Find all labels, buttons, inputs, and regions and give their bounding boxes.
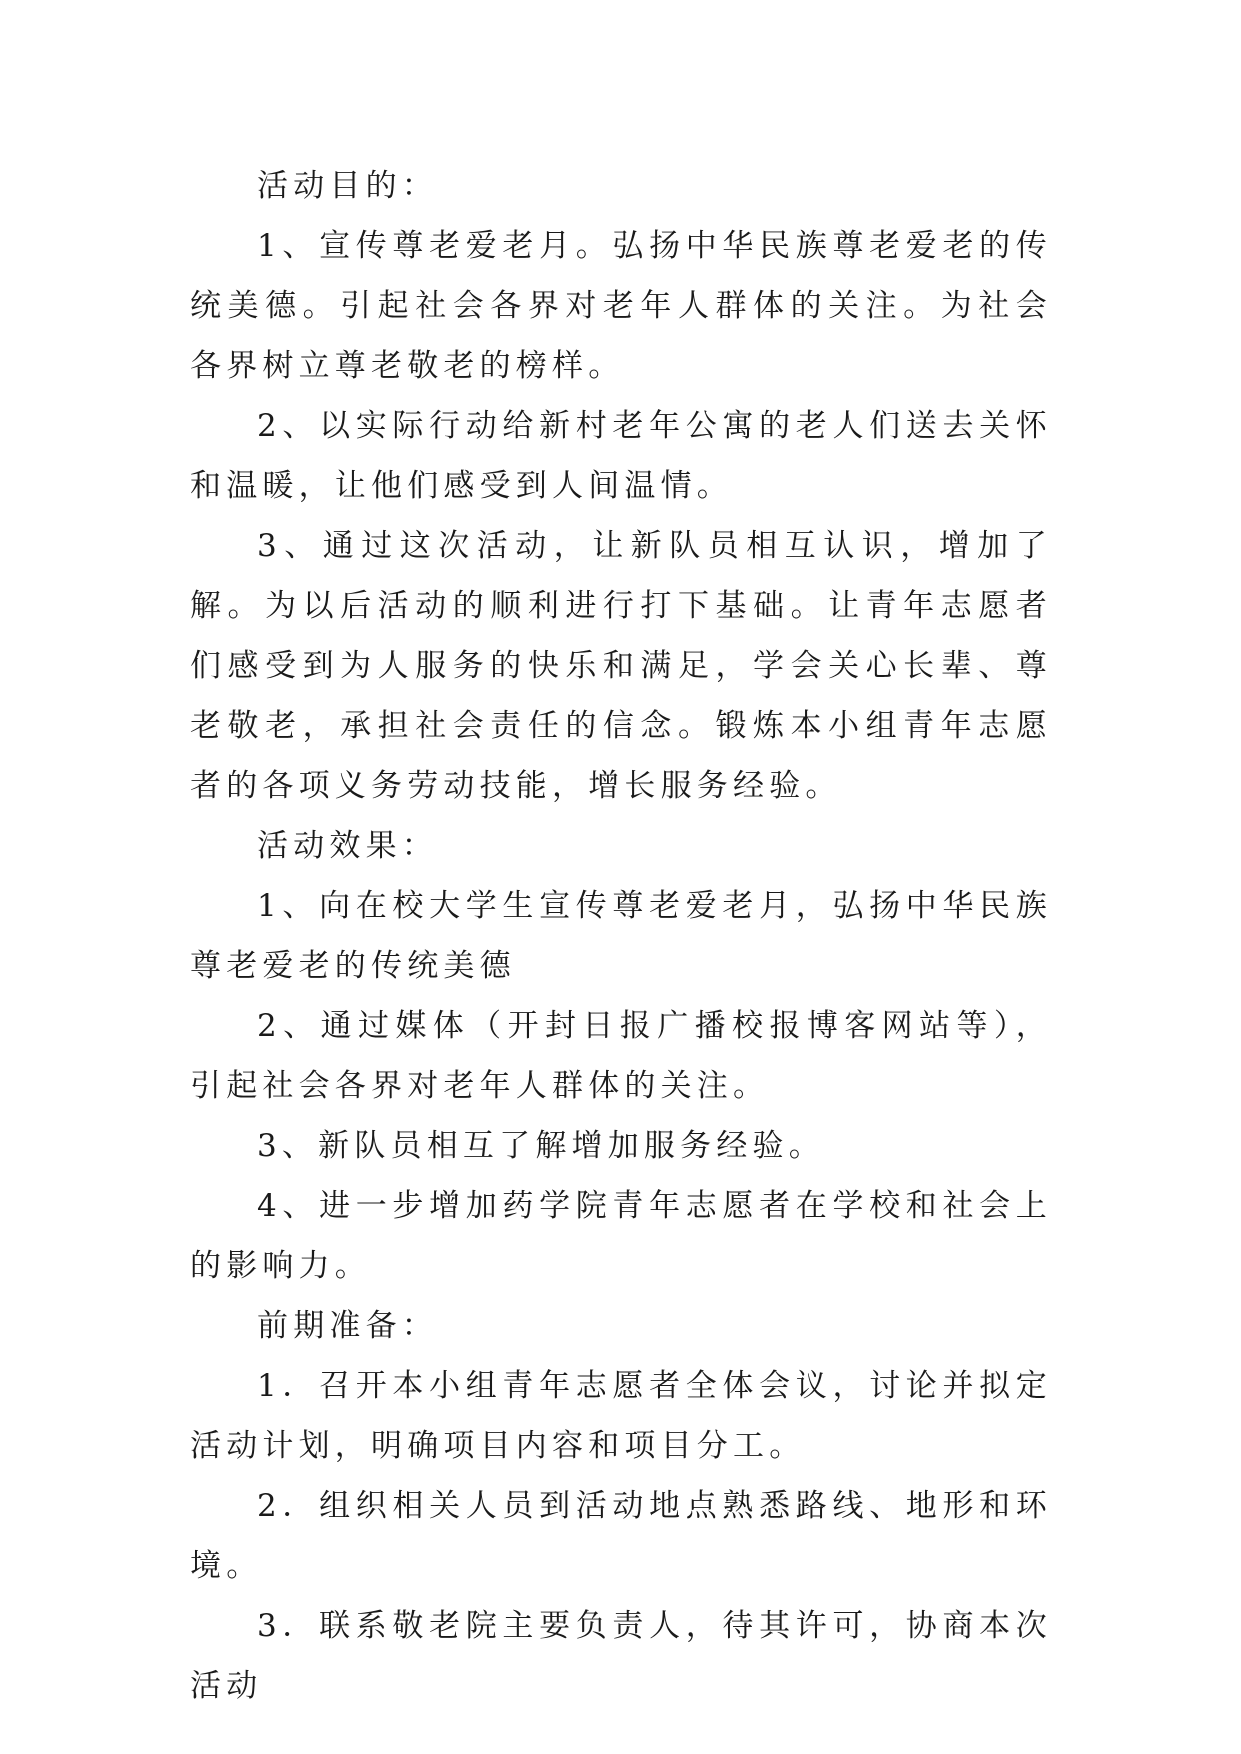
purpose-item-2: 2、以实际行动给新村老年公寓的老人们送去关怀和温暖，让他们感受到人间温情。 — [190, 408, 1052, 504]
effect-item-1: 1、向在校大学生宣传尊老爱老月，弘扬中华民族尊老爱老的传统美德 — [190, 888, 1052, 984]
section-heading-purpose: 活动目的： — [257, 168, 438, 204]
purpose-item-1: 1、宣传尊老爱老月。弘扬中华民族尊老爱老的传统美德。引起社会各界对老年人群体的关注。为社会各界树立尊老敬老的榜样。 — [190, 228, 1052, 384]
section-heading-effect: 活动效果： — [257, 828, 438, 864]
prep-item-2: 2．组织相关人员到活动地点熟悉路线、地形和环境。 — [190, 1488, 1052, 1584]
effect-item-2: 2、通过媒体（开封日报广播校报博客网站等），引起社会各界对老年人群体的关注。 — [190, 1008, 1052, 1104]
prep-item-3: 3．联系敬老院主要负责人，待其许可，协商本次活动 — [190, 1608, 1052, 1704]
document-body — [190, 156, 1052, 1716]
purpose-item-3: 3、通过这次活动，让新队员相互认识，增加了解。为以后活动的顺利进行打下基础。让青年志愿者们感受到为人服务的快乐和满足，学会关心长辈、尊老敬老，承担社会责任的信念。锻炼本小组青年志愿者的各项义务劳动技能，增长服务经验。 — [190, 528, 1052, 804]
effect-item-3: 3、新队员相互了解增加服务经验。 — [257, 1128, 825, 1164]
effect-item-4: 4、进一步增加药学院青年志愿者在学校和社会上的影响力。 — [190, 1188, 1052, 1284]
section-heading-prep: 前期准备： — [257, 1308, 438, 1344]
prep-item-1: 1．召开本小组青年志愿者全体会议，讨论并拟定活动计划，明确项目内容和项目分工。 — [190, 1368, 1052, 1464]
